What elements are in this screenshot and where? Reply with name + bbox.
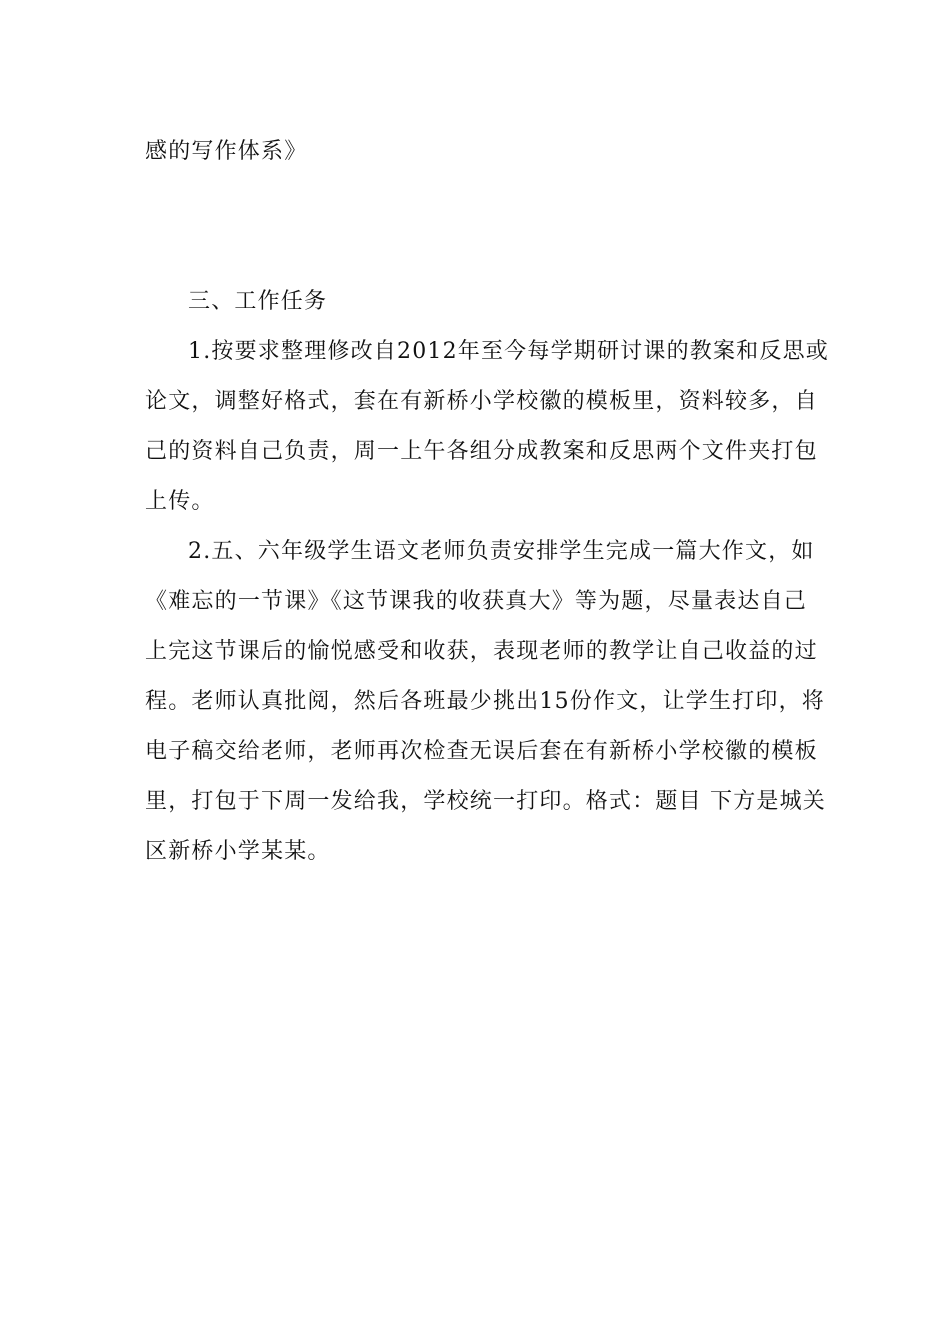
item2-line-2: 《难忘的一节课》《这节课我的收获真大》等为题，尽量表达自己: [145, 589, 807, 614]
section-heading: 三、工作任务: [188, 289, 328, 314]
item2-line-1: 2.五、六年级学生语文老师负责安排学生完成一篇大作文，如: [188, 539, 815, 564]
item1-line-1: 1.按要求整理修改自2012年至今每学期研讨课的教案和反思或: [188, 339, 829, 364]
intro-tail-line: 感的写作体系》: [145, 139, 308, 164]
item2-line-4: 程。老师认真批阅，然后各班最少挑出15份作文，让学生打印，将: [145, 689, 825, 714]
item2-line-5: 电子稿交给老师，老师再次检查无误后套在有新桥小学校徽的模板: [145, 739, 818, 764]
item2-line-7: 区新桥小学某某。: [145, 839, 331, 864]
item1-line-4: 上传。: [145, 489, 215, 514]
item2-line-3: 上完这节课后的愉悦感受和收获，表现老师的教学让自己收益的过: [145, 639, 818, 664]
item1-line-2: 论文，调整好格式，套在有新桥小学校徽的模板里，资料较多，自: [145, 389, 818, 414]
item1-line-3: 己的资料自己负责，周一上午各组分成教案和反思两个文件夹打包: [145, 439, 818, 464]
item2-line-6: 里，打包于下周一发给我，学校统一打印。格式：题目 下方是城关: [145, 789, 826, 814]
